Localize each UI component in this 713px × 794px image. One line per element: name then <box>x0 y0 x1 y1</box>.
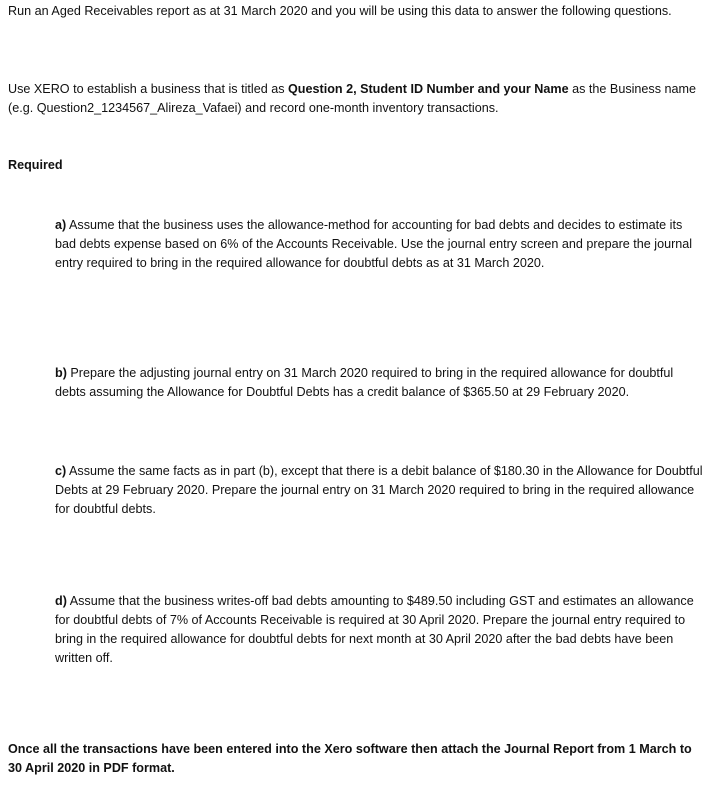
final-instruction: Once all the transactions have been entered into the Xero software then attach the Journal Report from 1 March to 30 April 2020 in PDF format. <box>8 742 692 775</box>
question-a-text: Assume that the business uses the allowance-method for accounting for bad debts and decides to estimate its bad debts expense based on 6% of the Accounts Receivable. Use the journal entry screen and prepare the journal entry required to bring in the required allowance for doubtful debts as at 31 March 2020. <box>55 218 693 270</box>
question-c <box>55 462 705 519</box>
setup-text-end: as the Business name (e.g. Question2_1234567_Alireza_Vafaei) and record one-month inventory transactions. <box>8 82 697 115</box>
required-heading: Required <box>8 158 63 172</box>
question-b-text: Prepare the adjusting journal entry on 31 March 2020 required to bring in the required allowance for doubtful debts assuming the Allowance for Doubtful Debts has a credit balance of $365.50 at 29 February 2020. <box>55 366 674 399</box>
question-a-label: a) <box>55 218 67 232</box>
question-b-label: b) <box>55 366 67 380</box>
question-d <box>55 592 705 668</box>
question-b <box>55 364 700 402</box>
question-a <box>55 216 700 273</box>
question-d-label: d) <box>55 594 67 608</box>
question-c-label: c) <box>55 464 67 478</box>
setup-business-name-bold: Question 2, Student ID Number and your Name <box>288 82 569 96</box>
setup-paragraph <box>8 80 698 118</box>
question-c-text: Assume the same facts as in part (b), except that there is a debit balance of $180.30 in the Allowance for Doubtful Debts at 29 February 2020. Prepare the journal entry on 31 March 2020 required to bring in the required allowance for doubtful debts. <box>55 464 703 516</box>
question-d-text: Assume that the business writes-off bad debts amounting to $489.50 including GST and estimates an allowance for doubtful debts of 7% of Accounts Receivable is required at 30 April 2020. Prepare the journal entry required to bring in the required allowance for doubtful debts for next month at 30 April 2020 after the bad debts have been written off. <box>55 594 694 665</box>
setup-text-start: Use XERO to establish a business that is titled as <box>8 82 288 96</box>
intro-paragraph: Run an Aged Receivables report as at 31 March 2020 and you will be using this data to answer the following questions. <box>8 4 672 18</box>
